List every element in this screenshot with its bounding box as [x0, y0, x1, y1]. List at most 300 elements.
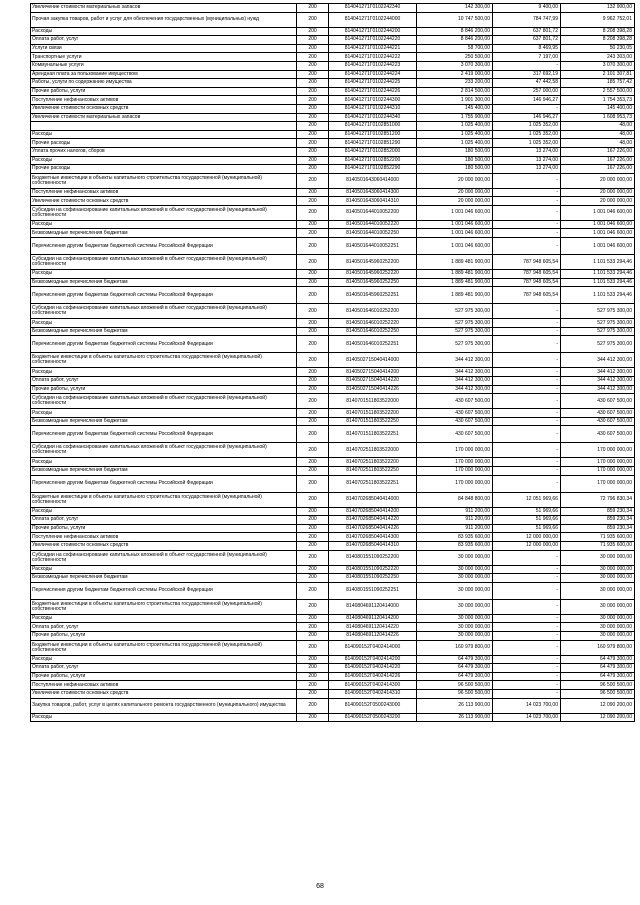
cell-unexecuted: 72 796 830,34	[561, 492, 635, 507]
cell-budget-code: 8140702511803522251	[329, 475, 417, 492]
cell-executed: -	[493, 565, 561, 574]
cell-line-code: 200	[297, 409, 329, 418]
cell-unexecuted: 64 479 300,00	[561, 655, 635, 664]
cell-executed: 637 801,72	[493, 36, 561, 45]
cell-name: Увеличение стоимости материальных запасов	[31, 4, 297, 13]
cell-executed: 9 400,00	[493, 4, 561, 13]
cell-line-code: 200	[297, 713, 329, 722]
cell-line-code: 200	[297, 458, 329, 467]
cell-executed: -	[493, 623, 561, 632]
cell-unexecuted: 167 226,00	[561, 165, 635, 174]
cell-executed: -	[493, 681, 561, 690]
table-row	[31, 147, 635, 156]
table-row	[31, 12, 635, 27]
cell-name: Оплата работ, услуг	[31, 664, 297, 673]
budget-execution-table	[30, 3, 635, 722]
cell-name: Прочие работы, услуги	[31, 385, 297, 394]
cell-approved: 3 070 300,00	[417, 61, 493, 70]
cell-line-code: 200	[297, 524, 329, 533]
cell-executed: -	[493, 475, 561, 492]
cell-unexecuted: 344 412 300,00	[561, 368, 635, 377]
cell-unexecuted: 2 101 307,81	[561, 70, 635, 79]
cell-line-code: 200	[297, 36, 329, 45]
cell-unexecuted: 527 975 300,00	[561, 304, 635, 319]
cell-name: Закупка товаров, работ, услуг в целях капитального ремонта государственного (муниципального) имущества	[31, 698, 297, 713]
cell-line-code: 200	[297, 220, 329, 229]
cell-approved: 30 000 000,00	[417, 574, 493, 583]
cell-line-code: 200	[297, 12, 329, 27]
table-row	[31, 270, 635, 279]
cell-name: Безвозмездные перечисления бюджетам	[31, 327, 297, 336]
table-row	[31, 368, 635, 377]
cell-line-code: 200	[297, 689, 329, 698]
cell-unexecuted: 30 000 000,00	[561, 550, 635, 565]
cell-budget-code: 8140501646010252251	[329, 336, 417, 353]
cell-budget-code: 8140702511803522200	[329, 458, 417, 467]
table-row	[31, 229, 635, 238]
cell-approved: 170 000 000,00	[417, 475, 493, 492]
table-row	[31, 565, 635, 574]
table-row	[31, 426, 635, 443]
cell-unexecuted: 527 975 300,00	[561, 336, 635, 353]
cell-approved: 26 113 900,00	[417, 713, 493, 722]
cell-budget-code: 814041271Г0102851200	[329, 130, 417, 139]
cell-name: Увеличение стоимости основных средств	[31, 689, 297, 698]
cell-approved: 1 889 481 900,00	[417, 255, 493, 270]
cell-budget-code: 814090152Г0402414000	[329, 640, 417, 655]
cell-name: Расходы	[31, 270, 297, 279]
table-row	[31, 130, 635, 139]
cell-budget-code: 814041271Г0102244224	[329, 70, 417, 79]
cell-name: Расходы	[31, 319, 297, 328]
cell-line-code: 200	[297, 278, 329, 287]
cell-executed: -	[493, 327, 561, 336]
table-row	[31, 713, 635, 722]
cell-executed: 1 025 352,00	[493, 139, 561, 148]
cell-budget-code: 814090152Г0402414200	[329, 655, 417, 664]
cell-executed: -	[493, 582, 561, 599]
cell-approved: 83 935 600,00	[417, 533, 493, 542]
cell-line-code: 200	[297, 475, 329, 492]
cell-approved: 1 001 046 600,00	[417, 205, 493, 220]
cell-approved: 84 848 800,00	[417, 492, 493, 507]
cell-executed: -	[493, 614, 561, 623]
cell-name: Субсидии на софинансирование капитальных вложений в объект государственной (муниципальной) собственности	[31, 304, 297, 319]
cell-approved: 8 846 200,00	[417, 36, 493, 45]
cell-budget-code: 8140701511803522200	[329, 409, 417, 418]
cell-name: Прочая закупка товаров, работ и услуг для обеспечения государственных (муниципальных) нужд	[31, 12, 297, 27]
cell-approved: 96 500 500,00	[417, 681, 493, 690]
cell-unexecuted: 430 607 500,00	[561, 426, 635, 443]
cell-unexecuted: 132 900,00	[561, 4, 635, 13]
cell-budget-code: 814041271Г0102851290	[329, 139, 417, 148]
cell-name: Уплата прочих налогов, сборов	[31, 147, 297, 156]
cell-name: Коммунальные услуги	[31, 61, 297, 70]
table-row	[31, 278, 635, 287]
cell-line-code: 200	[297, 443, 329, 458]
cell-unexecuted: 71 935 600,00	[561, 541, 635, 550]
cell-executed: 13 274,00	[493, 147, 561, 156]
cell-executed: 317 692,19	[493, 70, 561, 79]
cell-executed: 13 274,00	[493, 156, 561, 165]
cell-name: Прочие работы, услуги	[31, 631, 297, 640]
cell-approved: 1 755 900,00	[417, 113, 493, 122]
cell-budget-code: 814090152Г0402414310	[329, 689, 417, 698]
cell-unexecuted: 430 607 500,00	[561, 417, 635, 426]
cell-unexecuted: 167 226,00	[561, 156, 635, 165]
table-row	[31, 287, 635, 304]
cell-unexecuted: 30 000 000,00	[561, 565, 635, 574]
cell-executed: 14 023 700,00	[493, 713, 561, 722]
cell-name: Перечисления другим бюджетам бюджетной системы Российской Федерации	[31, 238, 297, 255]
cell-line-code: 200	[297, 79, 329, 88]
cell-executed: -	[493, 426, 561, 443]
cell-approved: 160 979 800,00	[417, 640, 493, 655]
cell-executed: -	[493, 220, 561, 229]
cell-approved: 2 419 000,00	[417, 70, 493, 79]
cell-approved: 30 000 000,00	[417, 582, 493, 599]
cell-unexecuted: 8 208 398,28	[561, 27, 635, 36]
table-row	[31, 640, 635, 655]
cell-unexecuted: 30 000 000,00	[561, 599, 635, 614]
table-row	[31, 467, 635, 476]
cell-approved: 30 000 000,00	[417, 550, 493, 565]
cell-executed: -	[493, 377, 561, 386]
cell-line-code: 200	[297, 287, 329, 304]
cell-approved: 83 935 600,00	[417, 541, 493, 550]
cell-approved: 64 479 300,00	[417, 664, 493, 673]
cell-name: Перечисления другим бюджетам бюджетной системы Российской Федерации	[31, 475, 297, 492]
table-row	[31, 492, 635, 507]
cell-name: Увеличение стоимости основных средств	[31, 541, 297, 550]
table-row	[31, 582, 635, 599]
cell-name: Расходы	[31, 713, 297, 722]
cell-line-code: 200	[297, 426, 329, 443]
cell-name: Бюджетные инвестиции в объекты капитального строительства государственной (муниципальной) собственности	[31, 492, 297, 507]
cell-line-code: 200	[297, 681, 329, 690]
cell-name: Расходы	[31, 565, 297, 574]
cell-unexecuted: 12 090 200,00	[561, 698, 635, 713]
cell-executed: 8 469,95	[493, 44, 561, 53]
cell-line-code: 200	[297, 96, 329, 105]
table-row	[31, 409, 635, 418]
cell-unexecuted: 185 757,42	[561, 79, 635, 88]
cell-name: Перечисления другим бюджетам бюджетной системы Российской Федерации	[31, 582, 297, 599]
cell-budget-code: 814041271Г0102244220	[329, 36, 417, 45]
table-row	[31, 122, 635, 131]
cell-executed: -	[493, 319, 561, 328]
table-row	[31, 319, 635, 328]
cell-approved: 64 479 300,00	[417, 672, 493, 681]
cell-name: Прочие работы, услуги	[31, 524, 297, 533]
cell-budget-code: 8140501645960252250	[329, 278, 417, 287]
cell-executed: 51 969,66	[493, 516, 561, 525]
table-row	[31, 304, 635, 319]
cell-line-code: 200	[297, 614, 329, 623]
cell-executed: -	[493, 173, 561, 188]
cell-unexecuted: 2 557 500,00	[561, 87, 635, 96]
cell-line-code: 200	[297, 44, 329, 53]
cell-approved: 1 889 481 900,00	[417, 270, 493, 279]
cell-executed: 12 000 000,00	[493, 541, 561, 550]
table-row	[31, 394, 635, 409]
table-row	[31, 139, 635, 148]
cell-budget-code: 8140804691120414200	[329, 614, 417, 623]
cell-budget-code: 8140702685040414200	[329, 507, 417, 516]
cell-line-code: 200	[297, 70, 329, 79]
cell-budget-code: 8140702685040414000	[329, 492, 417, 507]
cell-line-code: 200	[297, 156, 329, 165]
cell-budget-code: 8140702685040414300	[329, 533, 417, 542]
cell-budget-code: 8140702511803522000	[329, 443, 417, 458]
cell-executed: 7 197,00	[493, 53, 561, 62]
cell-budget-code: 8140501646010252200	[329, 304, 417, 319]
cell-line-code: 200	[297, 467, 329, 476]
cell-budget-code: 8140702685040414220	[329, 516, 417, 525]
cell-budget-code: 8140701511803522251	[329, 426, 417, 443]
cell-budget-code: 8140801551090252200	[329, 550, 417, 565]
table-row	[31, 458, 635, 467]
table-row	[31, 599, 635, 614]
cell-approved: 30 000 000,00	[417, 614, 493, 623]
cell-approved: 170 000 000,00	[417, 467, 493, 476]
cell-line-code: 200	[297, 507, 329, 516]
cell-approved: 430 607 500,00	[417, 409, 493, 418]
table-row	[31, 96, 635, 105]
table-row	[31, 550, 635, 565]
table-row	[31, 664, 635, 673]
cell-line-code: 200	[297, 205, 329, 220]
cell-line-code: 200	[297, 87, 329, 96]
cell-unexecuted: 160 979 800,00	[561, 640, 635, 655]
cell-approved: 20 000 000,00	[417, 188, 493, 197]
cell-name: Оплата работ, услуг	[31, 377, 297, 386]
cell-line-code: 200	[297, 255, 329, 270]
table-body	[31, 4, 635, 722]
cell-line-code: 200	[297, 113, 329, 122]
cell-executed: -	[493, 599, 561, 614]
cell-name: Субсидии на софинансирование капитальных вложений в объект государственной (муниципальной) собственности	[31, 550, 297, 565]
cell-line-code: 200	[297, 53, 329, 62]
cell-unexecuted: 527 975 300,00	[561, 327, 635, 336]
cell-name: Субсидии на софинансирование капитальных вложений в объект государственной (муниципальной) собственности	[31, 443, 297, 458]
cell-executed: -	[493, 664, 561, 673]
cell-unexecuted: 344 412 300,00	[561, 377, 635, 386]
cell-unexecuted: 170 000 000,00	[561, 467, 635, 476]
table-row	[31, 327, 635, 336]
cell-executed: 1 025 352,00	[493, 122, 561, 131]
cell-unexecuted: 170 000 000,00	[561, 475, 635, 492]
cell-budget-code: 814041271Г0102244223	[329, 61, 417, 70]
cell-executed: -	[493, 304, 561, 319]
cell-name: Прочие работы, услуги	[31, 672, 297, 681]
cell-unexecuted: 3 070 300,00	[561, 61, 635, 70]
cell-name: Бюджетные инвестиции в объекты капитального строительства государственной (муниципальной) собственности	[31, 173, 297, 188]
cell-unexecuted: 48,00	[561, 139, 635, 148]
cell-name: Субсидии на софинансирование капитальных вложений в объект государственной (муниципальной) собственности	[31, 255, 297, 270]
table-row	[31, 188, 635, 197]
cell-budget-code: 8140501644010052251	[329, 238, 417, 255]
cell-approved: 58 700,00	[417, 44, 493, 53]
cell-approved: 430 607 500,00	[417, 394, 493, 409]
cell-unexecuted: 64 479 300,00	[561, 664, 635, 673]
cell-approved: 527 975 300,00	[417, 327, 493, 336]
table-row	[31, 672, 635, 681]
cell-line-code: 200	[297, 574, 329, 583]
cell-name: Поступление нефинансовых активов	[31, 96, 297, 105]
cell-name: Расходы	[31, 458, 297, 467]
cell-approved: 233 200,00	[417, 79, 493, 88]
cell-line-code: 200	[297, 377, 329, 386]
cell-approved: 250 500,00	[417, 53, 493, 62]
cell-budget-code: 814090152Г0402414220	[329, 664, 417, 673]
cell-name: Прочие расходы	[31, 165, 297, 174]
cell-budget-code: 814090152Г0402414300	[329, 681, 417, 690]
cell-name: Услуги связи	[31, 44, 297, 53]
table-row	[31, 385, 635, 394]
cell-unexecuted: 64 479 300,00	[561, 672, 635, 681]
cell-executed: -	[493, 550, 561, 565]
cell-unexecuted: 1 754 353,73	[561, 96, 635, 105]
cell-budget-code: 814041271Г0102852290	[329, 165, 417, 174]
cell-unexecuted: 20 000 000,00	[561, 197, 635, 206]
cell-executed: -	[493, 640, 561, 655]
cell-approved: 344 412 300,00	[417, 368, 493, 377]
cell-name: Оплата работ, услуг	[31, 36, 297, 45]
table-row	[31, 205, 635, 220]
cell-budget-code: 8140804691120414226	[329, 631, 417, 640]
cell-line-code: 200	[297, 304, 329, 319]
cell-budget-code: 8140702685040414226	[329, 524, 417, 533]
cell-line-code: 200	[297, 139, 329, 148]
cell-name: Увеличение стоимости основных средств	[31, 104, 297, 113]
cell-budget-code: 8140501645960252251	[329, 287, 417, 304]
table-row	[31, 27, 635, 36]
cell-name: Безвозмездные перечисления бюджетам	[31, 467, 297, 476]
cell-unexecuted: 1 101 533 294,46	[561, 287, 635, 304]
table-row	[31, 417, 635, 426]
cell-line-code: 200	[297, 104, 329, 113]
table-row	[31, 156, 635, 165]
cell-name: Транспортные услуги	[31, 53, 297, 62]
cell-name: Расходы	[31, 368, 297, 377]
cell-approved: 180 500,00	[417, 165, 493, 174]
cell-unexecuted: 167 226,00	[561, 147, 635, 156]
table-row	[31, 574, 635, 583]
cell-executed: -	[493, 655, 561, 664]
cell-approved: 145 400,00	[417, 104, 493, 113]
cell-executed: -	[493, 205, 561, 220]
cell-line-code: 200	[297, 655, 329, 664]
table-row	[31, 44, 635, 53]
cell-unexecuted: 20 000 000,00	[561, 188, 635, 197]
cell-line-code: 200	[297, 516, 329, 525]
cell-executed: -	[493, 353, 561, 368]
cell-line-code: 200	[297, 582, 329, 599]
cell-budget-code: 8140501646010252250	[329, 327, 417, 336]
cell-unexecuted: 48,00	[561, 130, 635, 139]
cell-unexecuted: 1 101 533 294,46	[561, 270, 635, 279]
cell-line-code: 200	[297, 492, 329, 507]
cell-unexecuted: 20 000 000,00	[561, 173, 635, 188]
cell-budget-code: 814041271Г0102244222	[329, 53, 417, 62]
cell-executed: 1 025 352,00	[493, 130, 561, 139]
cell-executed: 12 051 969,66	[493, 492, 561, 507]
cell-name: Расходы	[31, 156, 297, 165]
cell-executed: -	[493, 458, 561, 467]
cell-name: Расходы	[31, 614, 297, 623]
table-row	[31, 173, 635, 188]
cell-line-code: 200	[297, 368, 329, 377]
cell-executed: 12 000 000,00	[493, 533, 561, 542]
cell-name	[31, 122, 297, 131]
cell-approved: 170 000 000,00	[417, 443, 493, 458]
cell-name: Увеличение стоимости основных средств	[31, 197, 297, 206]
table-row	[31, 4, 635, 13]
cell-name: Перечисления другим бюджетам бюджетной системы Российской Федерации	[31, 287, 297, 304]
cell-name: Поступление нефинансовых активов	[31, 188, 297, 197]
cell-unexecuted: 9 962 752,01	[561, 12, 635, 27]
table-row	[31, 255, 635, 270]
cell-unexecuted: 430 607 500,00	[561, 394, 635, 409]
cell-executed: -	[493, 689, 561, 698]
cell-approved: 1 001 046 600,00	[417, 220, 493, 229]
cell-name: Расходы	[31, 220, 297, 229]
cell-approved: 2 814 500,00	[417, 87, 493, 96]
cell-budget-code: 814090152Г0500243200	[329, 713, 417, 722]
cell-unexecuted: 859 230,34	[561, 516, 635, 525]
table-row	[31, 655, 635, 664]
table-row	[31, 336, 635, 353]
cell-executed: -	[493, 104, 561, 113]
cell-executed: -	[493, 672, 561, 681]
cell-unexecuted: 1 101 533 294,46	[561, 255, 635, 270]
cell-approved: 1 025 400,00	[417, 139, 493, 148]
table-row	[31, 53, 635, 62]
cell-line-code: 200	[297, 27, 329, 36]
table-row	[31, 524, 635, 533]
cell-name: Субсидии на софинансирование капитальных вложений в объект государственной (муниципальной) собственности	[31, 394, 297, 409]
cell-approved: 1 889 481 900,00	[417, 278, 493, 287]
cell-budget-code: 8140701511803522250	[329, 417, 417, 426]
cell-approved: 1 025 400,00	[417, 122, 493, 131]
cell-executed: 51 969,66	[493, 524, 561, 533]
cell-budget-code: 8140701511803522000	[329, 394, 417, 409]
cell-line-code: 200	[297, 147, 329, 156]
cell-budget-code: 814041271Г0102244310	[329, 104, 417, 113]
cell-name: Расходы	[31, 507, 297, 516]
cell-approved: 26 113 900,00	[417, 698, 493, 713]
cell-line-code: 200	[297, 61, 329, 70]
cell-budget-code: 8140501645960252200	[329, 255, 417, 270]
table-row	[31, 507, 635, 516]
table-row	[31, 681, 635, 690]
cell-executed: -	[493, 238, 561, 255]
table-row	[31, 623, 635, 632]
cell-executed: -	[493, 443, 561, 458]
table-row	[31, 631, 635, 640]
cell-name: Поступление нефинансовых активов	[31, 681, 297, 690]
cell-approved: 1 889 481 900,00	[417, 287, 493, 304]
cell-line-code: 200	[297, 533, 329, 542]
table-row	[31, 220, 635, 229]
table-row	[31, 197, 635, 206]
table-row	[31, 70, 635, 79]
cell-budget-code: 8140501646010252220	[329, 319, 417, 328]
cell-executed: 51 969,66	[493, 507, 561, 516]
cell-approved: 20 000 000,00	[417, 197, 493, 206]
table-row	[31, 113, 635, 122]
